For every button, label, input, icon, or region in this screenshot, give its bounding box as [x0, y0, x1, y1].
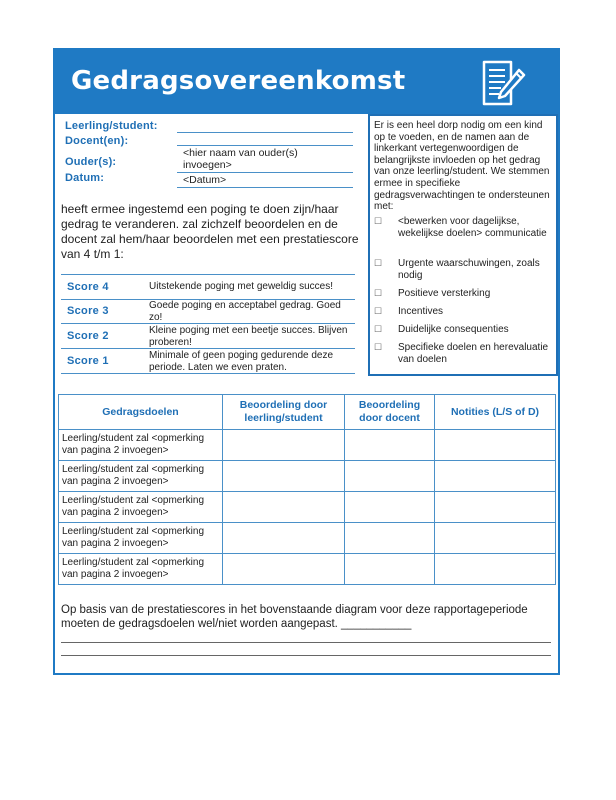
sidebar-item-label: Positieve versterking [398, 288, 491, 299]
score-desc: Minimale of geen poging gedurende deze periode. Laten we even praten. [149, 350, 334, 373]
score-label: Score 1 [67, 355, 109, 367]
column-header: Beoordeling door docent [345, 395, 435, 430]
notes-cell[interactable] [435, 461, 556, 492]
checkbox-icon[interactable]: ☐ [374, 324, 383, 334]
score-label: Score 2 [67, 330, 109, 342]
goal-cell[interactable]: Leerling/student zal <opmerking van pagina 2 invoegen> [59, 492, 223, 523]
student-rating-cell[interactable] [223, 492, 345, 523]
sidebar-item-label: Urgente waarschuwingen, zoals nodig [398, 258, 540, 281]
score-desc: Uitstekende poging met geweldig succes! [149, 281, 333, 292]
score-label: Score 3 [67, 305, 109, 317]
date-label: Datum: [65, 172, 105, 184]
column-header: Gedragsdoelen [59, 395, 223, 430]
parent-label: Ouder(s): [65, 156, 117, 168]
table-row [59, 554, 556, 585]
date-line [177, 187, 353, 188]
sidebar-item-label: Duidelijke consequenties [398, 324, 509, 335]
teacher-label: Docent(en): [65, 135, 129, 147]
score-row [61, 324, 355, 349]
date-value[interactable]: <Datum> [183, 174, 227, 186]
goal-cell[interactable]: Leerling/student zal <opmerking van pagina 2 invoegen> [59, 461, 223, 492]
teacher-rating-cell[interactable] [345, 554, 435, 585]
column-header: Notities (L/S of D) [435, 395, 556, 430]
writing-line[interactable] [61, 642, 551, 643]
table-header-row [59, 395, 556, 430]
student-rating-cell[interactable] [223, 461, 345, 492]
teacher-rating-cell[interactable] [345, 461, 435, 492]
notes-cell[interactable] [435, 492, 556, 523]
score-desc: Goede poging en acceptabel gedrag. Goed zo! [149, 300, 341, 323]
score-row [61, 274, 355, 300]
page-title: Gedragsovereenkomst [71, 66, 406, 96]
table-row [59, 492, 556, 523]
sidebar-intro: Er is een heel dorp nodig om een kind op te voeden, en de namen aan de linkerkant vertegenwoordigen de belangrijkste invloeden op het gedrag van onze leerling/student. We stemmen ermee in specifieke gedragsverwachtingen te ondersteunen met: [374, 120, 550, 213]
sidebar-item-label: Specifieke doelen en herevaluatie van doelen [398, 342, 549, 365]
writing-line[interactable] [61, 655, 551, 656]
teacher-rating-cell[interactable] [345, 430, 435, 461]
checkbox-icon[interactable]: ☐ [374, 216, 383, 226]
score-row [61, 349, 355, 374]
score-desc: Kleine poging met een beetje succes. Blijven proberen! [149, 325, 348, 348]
teacher-line[interactable] [177, 145, 353, 146]
parent-value[interactable]: <hier naam van ouder(s) invoegen> [183, 147, 298, 171]
goals-table [58, 394, 556, 585]
form-frame [53, 48, 560, 675]
score-row [61, 299, 355, 324]
checkbox-icon[interactable]: ☐ [374, 258, 383, 268]
adjustment-text: Op basis van de prestatiescores in het bovenstaande diagram voor deze rapportageperiode moeten de gedragsdoelen wel/niet worden aangepast. ___________ [61, 604, 528, 630]
sidebar-item-label: Incentives [398, 306, 444, 317]
student-rating-cell[interactable] [223, 554, 345, 585]
table-row [59, 430, 556, 461]
notes-cell[interactable] [435, 430, 556, 461]
notes-cell[interactable] [435, 554, 556, 585]
column-header: Beoordeling door leerling/student [223, 395, 345, 430]
intro-text: heeft ermee ingestemd een poging te doen zijn/haar gedrag te veranderen. zal zichzelf beoordelen en de docent zal hem/haar beoordelen met een prestatiescore van 4 t/m 1: [61, 202, 359, 261]
notes-cell[interactable] [435, 523, 556, 554]
sidebar-item-label: <bewerken voor dagelijkse, wekelijkse doelen> communicatie [398, 216, 547, 239]
score-label: Score 4 [67, 281, 109, 293]
student-rating-cell[interactable] [223, 430, 345, 461]
student-rating-cell[interactable] [223, 523, 345, 554]
teacher-rating-cell[interactable] [345, 492, 435, 523]
goal-cell[interactable]: Leerling/student zal <opmerking van pagina 2 invoegen> [59, 523, 223, 554]
table-row [59, 461, 556, 492]
student-line[interactable] [177, 132, 353, 133]
student-label: Leerling/student: [65, 120, 158, 132]
document-pencil-icon [475, 56, 529, 110]
checkbox-icon[interactable]: ☐ [374, 306, 383, 316]
checkbox-icon[interactable]: ☐ [374, 288, 383, 298]
parent-line [177, 172, 353, 173]
header-banner [55, 50, 558, 114]
support-sidebar [368, 114, 558, 376]
teacher-rating-cell[interactable] [345, 523, 435, 554]
goal-cell[interactable]: Leerling/student zal <opmerking van pagina 2 invoegen> [59, 430, 223, 461]
checkbox-icon[interactable]: ☐ [374, 342, 383, 352]
goal-cell[interactable]: Leerling/student zal <opmerking van pagina 2 invoegen> [59, 554, 223, 585]
table-row [59, 523, 556, 554]
